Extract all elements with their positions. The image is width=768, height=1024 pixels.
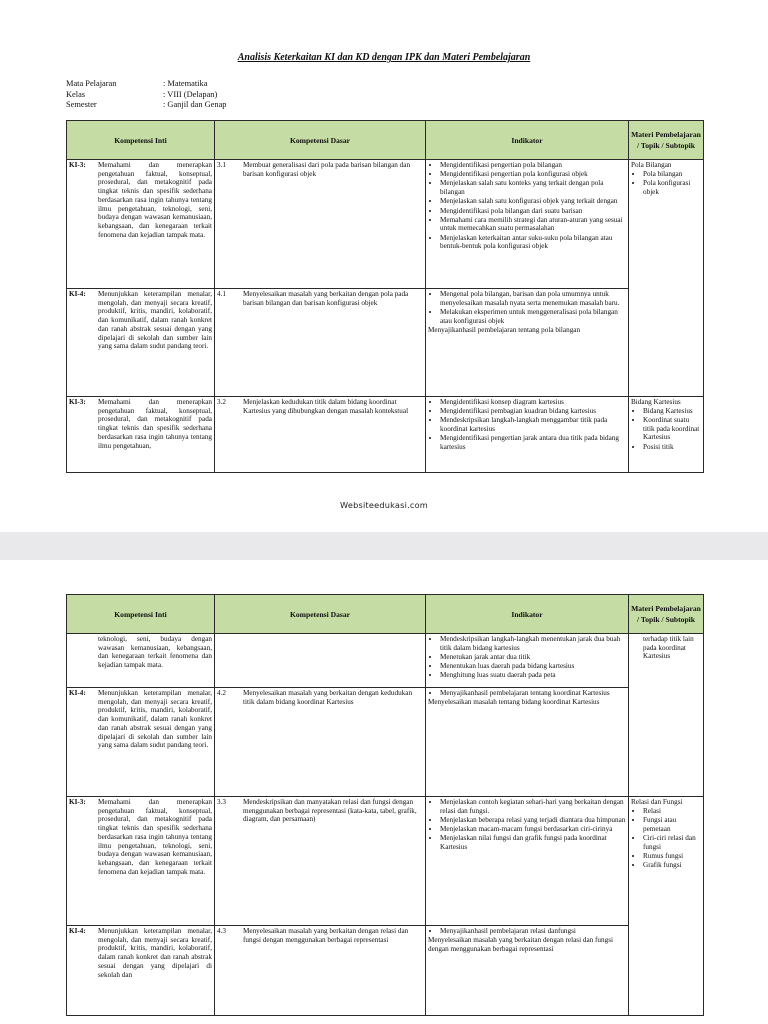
list-item: • Rumus fungsi [643, 852, 701, 861]
ki-code: KI-3: [69, 398, 86, 406]
list-item: • Mendeskripsikan langkah-langkah menggambar titik pada koordinat kartesius [440, 416, 626, 433]
indikator-cell [426, 160, 629, 289]
list-item: • Mendeskripsikan langkah-langkah menentukan jarak dua buah titik dalam bidang kartesius [440, 635, 626, 652]
kd-number: 4.1 [217, 290, 226, 298]
list-item: • Menyajikanhasil pembelajaran relasi danfungsi [440, 927, 626, 936]
ki-text: Menunjukkan keterampilan menalar, mengolah, dan menyaji secara kreatif, produktif, kritis, mandiri, kolaboratif, dan komunikatif, dalam ranah konkret dan ranah abstrak sesuai dengan yang dipelajari di sekolah dan sumber lain yang sama dalam sudut pandang teori. [98, 290, 212, 351]
meta-value: : Ganjil dan Genap [163, 100, 227, 110]
kd-cell [215, 160, 426, 289]
kd-cell [215, 397, 426, 473]
list-item: • Mengidentifikasi pembagian kuadran bidang kartesius [440, 407, 626, 416]
indikator-list [428, 161, 626, 251]
indikator-list [428, 290, 626, 325]
list-item: • Mengenal pola bilangan, barisan dan pola umumnya untuk menyelesaikan masalah nyata serta menemukan masalah baru. [440, 290, 626, 307]
indikator-cell [426, 688, 629, 797]
list-item: • Mengidentifikasi pola bilangan dari suatu barisan [440, 207, 626, 216]
document-title: Analisis Keterkaitan KI dan KD dengan IPK dan Materi Pembelajaran [237, 52, 531, 63]
header-kompetensi-dasar: Kompetensi Dasar [215, 121, 426, 160]
materi-title: Relasi dan Fungsi [631, 798, 683, 806]
table-row [67, 688, 704, 797]
ki-code: KI-3: [69, 161, 86, 169]
list-item: • Menghitung luas suatu daerah pada peta [440, 671, 626, 680]
ki-code: KI-4: [69, 689, 86, 697]
indikator-plain-text: Menyelesaikan masalah yang berkaitan dengan relasi dan fungsi dengan menggunakan berbagai representasi [428, 936, 614, 953]
header-indikator: Indikator [426, 121, 629, 160]
kd-text: Membuat generalisasi dari pola pada barisan bilangan dan barisan konfigurasi objek [243, 161, 411, 178]
ki-cell [67, 289, 215, 397]
materi-title: Bidang Kartesius [631, 398, 681, 406]
header-kompetensi-dasar: Kompetensi Dasar [215, 595, 426, 634]
table-row [67, 160, 704, 289]
indikator-cell [426, 926, 629, 1016]
kd-text: Menjelaskan kedudukan titik dalam bidang koordinat Kartesius yang dihubungkan dengan masalah kontekstual [243, 398, 409, 415]
analysis-table-page-1 [66, 120, 704, 473]
materi-title: Pola Bilangan [631, 161, 672, 169]
meta-key: Mata Pelajaran [66, 79, 117, 88]
page-footer-watermark: Websiteedukasi.com [340, 500, 428, 510]
indikator-list [428, 398, 626, 452]
materi-cell [629, 797, 704, 1016]
list-item: • Menjelaskan contoh kegiatan sehari-hari yang berkaitan dengan relasi dan fungsi. [440, 798, 626, 815]
header-materi: Materi Pembelajaran / Topik / Subtopik [629, 121, 704, 160]
ki-text: Memahami dan menerapkan pengetahuan faktual, konseptual, prosedural, dan metakognitif pada tingkat teknis dan spesifik sederhana berdasarkan rasa ingin tahunya tentang ilmu pengetahuan, teknologi, seni, budaya dengan wawasan kemanusiaan, kebangsaan, dan kenegaraan terkait fenomena dan kejadian tampak mata. [98, 798, 212, 876]
list-item: • Memahami cara memilih strategi dan aturan-aturan yang sesuai untuk memecahkan suatu permasalahan [440, 216, 626, 233]
ki-cell [67, 160, 215, 289]
list-item: • Menjelaskan salah satu konfigurasi objek yang terkait dengan [440, 197, 626, 206]
list-item: • Menjelaskan nilai fungsi dan grafik fungsi pada koordinat Kartesius [440, 834, 626, 851]
list-item: • Mengidentifikasi konsep diagram kartesius [440, 398, 626, 407]
table-header-row [67, 595, 704, 634]
indikator-plain-text: Menyelesaikan masalah tentang bidang koordinat Kartesius [428, 698, 600, 707]
list-item: • Fungsi atau pemetaan [643, 816, 701, 833]
table-row [67, 397, 704, 473]
kd-number: 3.1 [217, 161, 226, 169]
list-item: • Posisi titik [643, 443, 701, 452]
table-header-row [67, 121, 704, 160]
indikator-cell [426, 797, 629, 926]
list-item: • Menjelaskan macam-macam fungsi berdasarkan ciri-cirinya [440, 825, 626, 834]
ki-text: Memahami dan menerapkan pengetahuan faktual, konseptual, prosedural, dan metakognitif pada tingkat teknis dan spesifik sederhana berdasarkan rasa ingin tahunya tentang ilmu pengetahuan, teknologi, seni, budaya dengan wawasan kemanusiaan, kebangsaan, dan kenegaraan terkait fenomena dan kejadian tampak mata. [98, 161, 212, 239]
list-item: • Grafik fungsi [643, 861, 701, 870]
table-row [67, 634, 704, 688]
indikator-list [428, 635, 626, 680]
kd-cell [215, 926, 426, 1016]
indikator-cell [426, 634, 629, 688]
materi-list [631, 807, 701, 870]
list-item: • Mengidentifikasi pengertian pola bilangan [440, 161, 626, 170]
analysis-table-page-2 [66, 594, 704, 1016]
table-row [67, 289, 704, 397]
meta-value: : VIII (Delapan) [163, 89, 218, 99]
indikator-list [428, 927, 626, 936]
materi-cell [629, 397, 704, 473]
kd-text: Mendeskripsikan dan manyatakan relasi dan fungsi dengan menggunakan berbagai representasi (kata-kata, tabel, grafik, diagram, dan persamaan) [243, 798, 417, 824]
kd-cell [215, 688, 426, 797]
ki-cell [67, 397, 215, 473]
kd-number: 4.2 [217, 689, 226, 697]
header-materi: Materi Pembelajaran / Topik / Subtopik [629, 595, 704, 634]
list-item: • Mengidentifikasi pengertian pola konfigurasi objek [440, 170, 626, 179]
ki-code: KI-3: [69, 798, 86, 806]
meta-value: : Matematika [163, 79, 208, 88]
materi-continuation: terhadap titik lain pada koordinat Kartesius [643, 635, 694, 661]
list-item: • Menyajikanhasil pembelajaran tentang koordinat Kartesius [440, 689, 626, 698]
list-item: • Menentukan luas daerah pada bidang kartesius [440, 662, 626, 671]
kd-number: 3.3 [217, 798, 226, 806]
indikator-cell [426, 289, 629, 397]
meta-row-semester [66, 100, 227, 111]
indikator-list [428, 689, 626, 698]
ki-text: Menunjukkan keterampilan menalar, mengolah, dan menyaji secara kreatif, produktif, kritis, mandiri, kolaboratif, dan komunikatif, dalam ranah konkret dan ranah abstrak sesuai dengan yang dipelajari di sekolah dan sumber lain yang sama dalam sudut pandang teori. [98, 689, 212, 750]
ki-code: KI-4: [69, 290, 86, 298]
kd-number: 3.2 [217, 398, 226, 406]
meta-key: Semester [66, 100, 97, 110]
list-item: • Pola konfigurasi objek [643, 179, 701, 196]
materi-list [631, 407, 701, 452]
kd-text: Menyelesaikan masalah yang berkaitan dengan pola pada barisan bilangan dan barisan konfigurasi objek [243, 290, 409, 307]
kd-text: Menyelesaikan masalah yang berkaitan dengan kedudukan titik dalam bidang koordinat Kartesius [243, 689, 413, 706]
ki-cell [67, 797, 215, 926]
table-row [67, 926, 704, 1016]
list-item: • Relasi [643, 807, 701, 816]
ki-cell [67, 634, 215, 688]
ki-cell [67, 926, 215, 1016]
document-meta [66, 79, 227, 111]
ki-cell [67, 688, 215, 797]
list-item: • Ciri-ciri relasi dan fungsi [643, 834, 701, 851]
indikator-list [428, 798, 626, 852]
ki-text: Memahami dan menerapkan pengetahuan faktual, konseptual, prosedural, dan metakognitif pada tingkat teknis dan spesifik sederhana berdasarkan rasa ingin tahunya tentang ilmu pengetahuan, [98, 398, 212, 450]
ki-text: teknologi, seni, budaya dengan wawasan kemanusiaan, kebangsaan, dan kenegaraan terkait fenomena dan kejadian tampak mata. [98, 635, 212, 670]
kd-number: 4.3 [217, 927, 226, 935]
list-item: • Koordinat suatu titik pada koordinat Kartesius [643, 416, 701, 442]
list-item: • Menetukan jarak antar dua titik [440, 653, 626, 662]
kd-cell [215, 797, 426, 926]
list-item: • Menjelaskan keterkaitan antar suku-suku pola bilangan atau bentuk-bentuk pola konfigurasi objek [440, 234, 626, 251]
ki-code: KI-4: [69, 927, 86, 935]
list-item: • Bidang Kartesius [643, 407, 701, 416]
indikator-plain-text: Menyajikanhasil pembelajaran tentang pola bilangan [428, 325, 581, 334]
meta-key: Kelas [66, 89, 86, 99]
list-item: • Menjelaskan beberapa relasi yang terjadi diantara dua himpunan [440, 816, 626, 825]
indikator-cell [426, 397, 629, 473]
materi-cell [629, 160, 704, 397]
list-item: • Mengidentifikasi pengertian jarak antara dua titik pada bidang kartesius [440, 434, 626, 451]
ki-text: Menunjukkan keterampilan menalar, mengolah, dan menyaji secara kreatif, produktif, kritis, mandiri, kolaboratif, dalam ranah konkret dan ranah abstrak sesuai dengan yang dipelajari di sekolah dan [98, 927, 212, 979]
materi-list [631, 170, 701, 197]
kd-text: Menyelesaikan masalah yang berkaitan dengan relasi dan fungsi dengan menggunakan berbagai representasi [243, 927, 409, 944]
table-row [67, 797, 704, 926]
list-item: • Melakukan eksperimen untuk menggeneralisasi pola bilangan atau konfigurasi objek [440, 308, 626, 325]
meta-row-mata-pelajaran [66, 79, 227, 90]
header-kompetensi-inti: Kompetensi Inti [67, 121, 215, 160]
list-item: • Menjelaskan salah satu konteks yang terkait dengan pola bilangan [440, 179, 626, 196]
list-item: • Pola bilangan [643, 170, 701, 179]
kd-cell [215, 634, 426, 688]
meta-row-kelas [66, 90, 227, 101]
materi-cell [629, 634, 704, 797]
kd-cell [215, 289, 426, 397]
header-indikator: Indikator [426, 595, 629, 634]
header-kompetensi-inti: Kompetensi Inti [67, 595, 215, 634]
